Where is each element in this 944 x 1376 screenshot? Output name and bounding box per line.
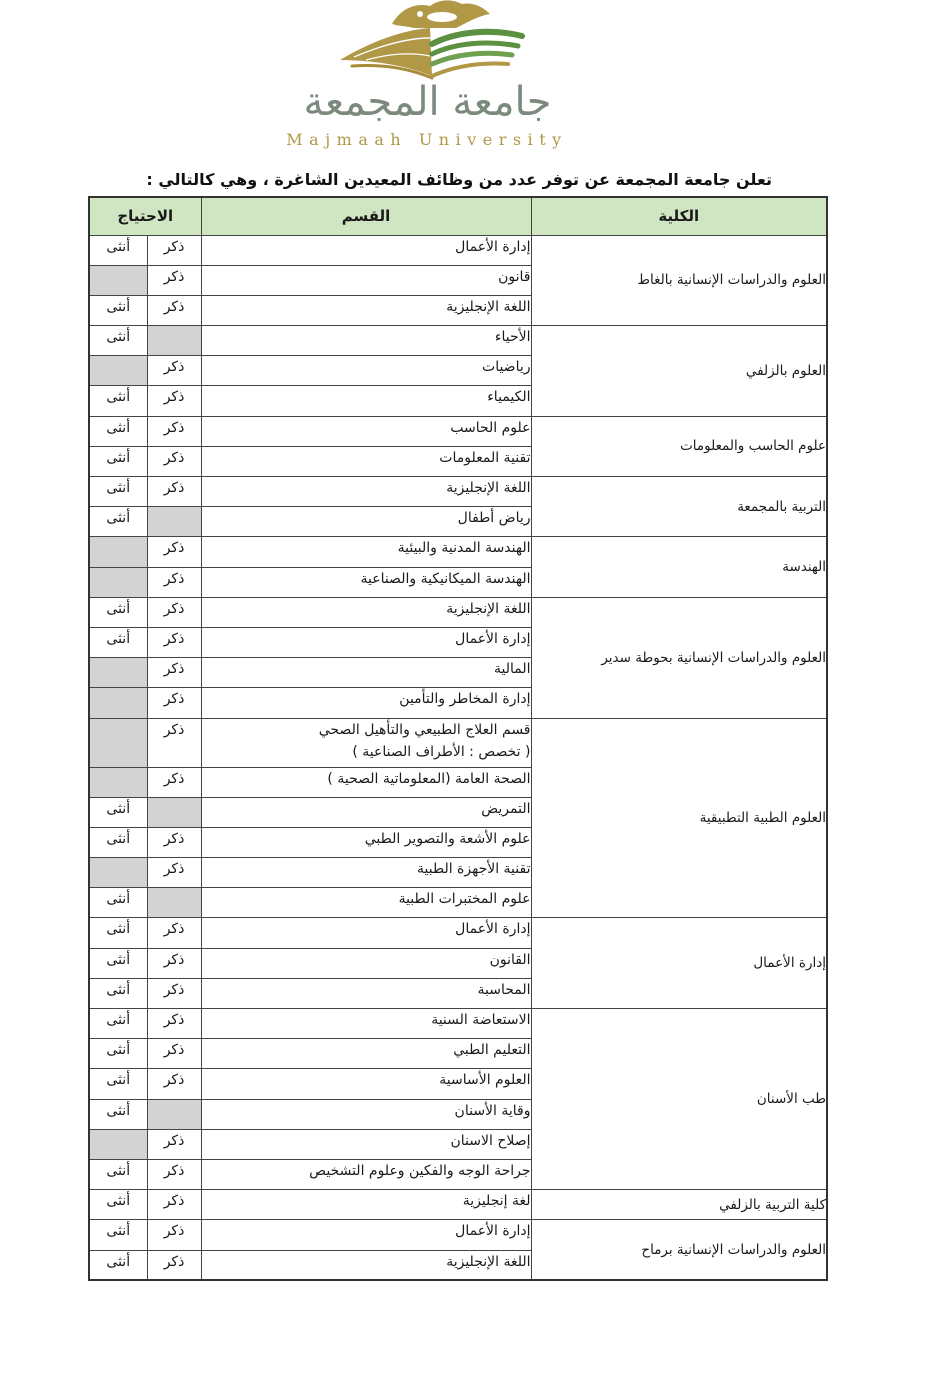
female-need-cell: أنثى (89, 1250, 147, 1280)
male-need-cell: ذكر (147, 1190, 201, 1220)
male-need-cell: ذكر (147, 295, 201, 325)
department-name: اللغة الإنجليزية (446, 600, 531, 617)
department-name: المحاسبة (477, 981, 531, 998)
college-cell: العلوم والدراسات الإنسانية بحوطة سدير (531, 597, 827, 718)
department-name: التمريض (481, 800, 531, 817)
male-need-cell: ذكر (147, 827, 201, 857)
table-row (89, 477, 827, 507)
department-name: الهندسة الميكانيكية والصناعية (360, 570, 531, 587)
department-name: التعليم الطبي (453, 1042, 531, 1059)
college-cell: كلية التربية بالزلفي (531, 1190, 827, 1220)
female-need-cell: أنثى (89, 1220, 147, 1250)
female-need-cell: أنثى (89, 235, 147, 265)
department-cell (201, 767, 531, 797)
female-need-cell: أنثى (89, 827, 147, 857)
department-name: اللغة الإنجليزية (446, 480, 531, 496)
department-name: إدارة الأعمال (455, 1223, 531, 1240)
female-need-cell (89, 567, 147, 597)
female-need-cell: أنثى (89, 978, 147, 1008)
department-cell (201, 386, 531, 416)
department-name: اللغة الإنجليزية (446, 298, 531, 315)
college-cell: العلوم الطبية التطبيقية (531, 718, 827, 918)
male-need-cell: ذكر (147, 627, 201, 657)
male-need-cell: ذكر (147, 386, 201, 416)
male-need-cell: ذكر (147, 688, 201, 718)
department-name: تقنية المعلومات (439, 449, 531, 466)
department-name: العلوم الأساسية (439, 1072, 531, 1089)
university-logo (0, 0, 944, 160)
male-need-cell: ذكر (147, 235, 201, 265)
table-row (89, 416, 827, 446)
department-name: إدارة الأعمال (455, 630, 531, 647)
department-cell (201, 627, 531, 657)
table-header-row (89, 197, 827, 235)
female-need-cell: أنثى (89, 477, 147, 507)
department-name: قانون (498, 268, 531, 285)
male-need-cell: ذكر (147, 477, 201, 507)
department-cell (201, 507, 531, 537)
male-need-cell: ذكر (147, 356, 201, 386)
department-cell (201, 1039, 531, 1069)
table-row (89, 537, 827, 567)
college-cell: الهندسة (531, 537, 827, 597)
female-need-cell: أنثى (89, 1069, 147, 1099)
department-name: علوم المختبرات الطبية (398, 891, 531, 908)
department-name: اللغة الإنجليزية (446, 1253, 531, 1270)
department-cell (201, 1099, 531, 1129)
female-need-cell (89, 767, 147, 797)
department-name: إدارة الأعمال (455, 238, 531, 255)
male-need-cell: ذكر (147, 1039, 201, 1069)
male-need-cell: ذكر (147, 597, 201, 627)
female-need-cell (89, 718, 147, 767)
table-row (89, 918, 827, 948)
male-need-cell: ذكر (147, 948, 201, 978)
male-need-cell: ذكر (147, 718, 201, 767)
female-need-cell: أنثى (89, 416, 147, 446)
department-cell (201, 1250, 531, 1280)
department-cell (201, 918, 531, 948)
header-college: الكلية (531, 197, 827, 235)
female-need-cell (89, 356, 147, 386)
male-need-cell: ذكر (147, 1250, 201, 1280)
female-need-cell: أنثى (89, 627, 147, 657)
female-need-cell: أنثى (89, 1099, 147, 1129)
department-cell (201, 326, 531, 356)
department-name: قسم العلاج الطبيعي والتأهيل الصحي (318, 721, 531, 738)
female-need-cell: أنثى (89, 797, 147, 827)
department-cell (201, 537, 531, 567)
female-need-cell: أنثى (89, 446, 147, 476)
male-need-cell: ذكر (147, 1159, 201, 1189)
male-need-cell (147, 888, 201, 918)
male-need-cell: ذكر (147, 1220, 201, 1250)
female-need-cell (89, 858, 147, 888)
logo-english-name: Majmaah University (286, 130, 568, 149)
announcement-text: تعلن جامعة المجمعة عن توفر عدد من وظائف المعيدين الشاغرة ، وهي كالتالي : (146, 170, 772, 189)
female-need-cell: أنثى (89, 507, 147, 537)
department-name: الهندسة المدنية والبيئية (397, 540, 531, 557)
male-need-cell: ذكر (147, 537, 201, 567)
header-department: القسم (201, 197, 531, 235)
male-need-cell: ذكر (147, 416, 201, 446)
college-cell: العلوم والدراسات الإنسانية بالغاط (531, 235, 827, 326)
female-need-cell: أنثى (89, 386, 147, 416)
department-name: الاستعاضة السنية (431, 1012, 531, 1028)
department-name: إصلاح الاسنان (450, 1132, 531, 1149)
department-cell (201, 295, 531, 325)
department-cell (201, 1159, 531, 1189)
department-cell (201, 1009, 531, 1039)
female-need-cell: أنثى (89, 1039, 147, 1069)
department-cell (201, 1129, 531, 1159)
female-need-cell: أنثى (89, 1009, 147, 1039)
female-need-cell: أنثى (89, 918, 147, 948)
department-name: إدارة المخاطر والتأمين (399, 691, 531, 708)
male-need-cell (147, 507, 201, 537)
table-row (89, 597, 827, 627)
college-cell: علوم الحاسب والمعلومات (531, 416, 827, 476)
department-cell (201, 827, 531, 857)
female-need-cell: أنثى (89, 326, 147, 356)
department-cell (201, 597, 531, 627)
header-need: الاحتياج (89, 197, 201, 235)
department-cell (201, 567, 531, 597)
male-need-cell (147, 797, 201, 827)
female-need-cell: أنثى (89, 597, 147, 627)
department-name: القانون (489, 951, 531, 968)
department-name: جراحة الوجه والفكين وعلوم التشخيص (309, 1162, 531, 1179)
male-need-cell: ذكر (147, 858, 201, 888)
male-need-cell: ذكر (147, 1129, 201, 1159)
table-row (89, 718, 827, 767)
college-cell: التربية بالمجمعة (531, 477, 827, 537)
department-cell (201, 416, 531, 446)
department-cell (201, 858, 531, 888)
department-name: الأحياء (494, 329, 531, 346)
female-need-cell: أنثى (89, 888, 147, 918)
department-name: الكيمياء (487, 389, 531, 406)
department-cell (201, 718, 531, 767)
college-cell: إدارة الأعمال (531, 918, 827, 1009)
male-need-cell: ذكر (147, 1009, 201, 1039)
male-need-cell: ذكر (147, 567, 201, 597)
department-name: رياضيات (482, 359, 531, 376)
department-cell (201, 477, 531, 507)
male-need-cell: ذكر (147, 446, 201, 476)
female-need-cell (89, 658, 147, 688)
male-need-cell: ذكر (147, 767, 201, 797)
table-row (89, 235, 827, 265)
female-need-cell: أنثى (89, 1159, 147, 1189)
department-cell (201, 948, 531, 978)
male-need-cell: ذكر (147, 918, 201, 948)
table-row (89, 1220, 827, 1250)
department-cell (201, 797, 531, 827)
department-name: الصحة العامة (المعلوماتية الصحية ) (327, 770, 531, 787)
college-cell: العلوم والدراسات الإنسانية برماح (531, 1220, 827, 1280)
department-cell (201, 978, 531, 1008)
open-book-emblem-icon (330, 0, 530, 86)
department-cell (201, 235, 531, 265)
male-need-cell: ذكر (147, 1069, 201, 1099)
department-name: المالية (493, 661, 531, 678)
department-name: علوم الحاسب (450, 419, 531, 436)
logo-arabic-name: جامعة المجمعة (303, 79, 552, 125)
department-cell (201, 1190, 531, 1220)
table-body (89, 235, 827, 1280)
department-cell (201, 265, 531, 295)
department-name: تقنية الأجهزة الطبية (417, 861, 531, 878)
department-name: رياض أطفال (457, 510, 531, 527)
department-cell (201, 688, 531, 718)
book-left-page (340, 28, 432, 76)
department-cell (201, 356, 531, 386)
college-cell: العلوم بالزلفي (531, 326, 827, 417)
department-cell (201, 888, 531, 918)
male-need-cell: ذكر (147, 978, 201, 1008)
male-need-cell (147, 326, 201, 356)
female-need-cell: أنثى (89, 295, 147, 325)
department-name: لغة إنجليزية (462, 1193, 531, 1210)
male-need-cell: ذكر (147, 265, 201, 295)
female-need-cell (89, 265, 147, 295)
table-row (89, 326, 827, 356)
table-row (89, 1190, 827, 1220)
department-name: علوم الأشعة والتصوير الطبي (364, 830, 531, 847)
department-cell (201, 658, 531, 688)
department-name: وقاية الأسنان (454, 1102, 531, 1119)
male-need-cell: ذكر (147, 658, 201, 688)
vacancies-table (88, 196, 828, 1281)
female-need-cell: أنثى (89, 1190, 147, 1220)
female-need-cell: أنثى (89, 948, 147, 978)
table-row (89, 1009, 827, 1039)
female-need-cell (89, 537, 147, 567)
department-cell (201, 446, 531, 476)
department-name: إدارة الأعمال (455, 921, 531, 938)
department-cell (201, 1069, 531, 1099)
department-note: ( تخصص : الأطراف الصناعية ) (352, 743, 531, 760)
college-cell: طب الأسنان (531, 1009, 827, 1190)
female-need-cell (89, 688, 147, 718)
department-cell (201, 1220, 531, 1250)
female-need-cell (89, 1129, 147, 1159)
male-need-cell (147, 1099, 201, 1129)
